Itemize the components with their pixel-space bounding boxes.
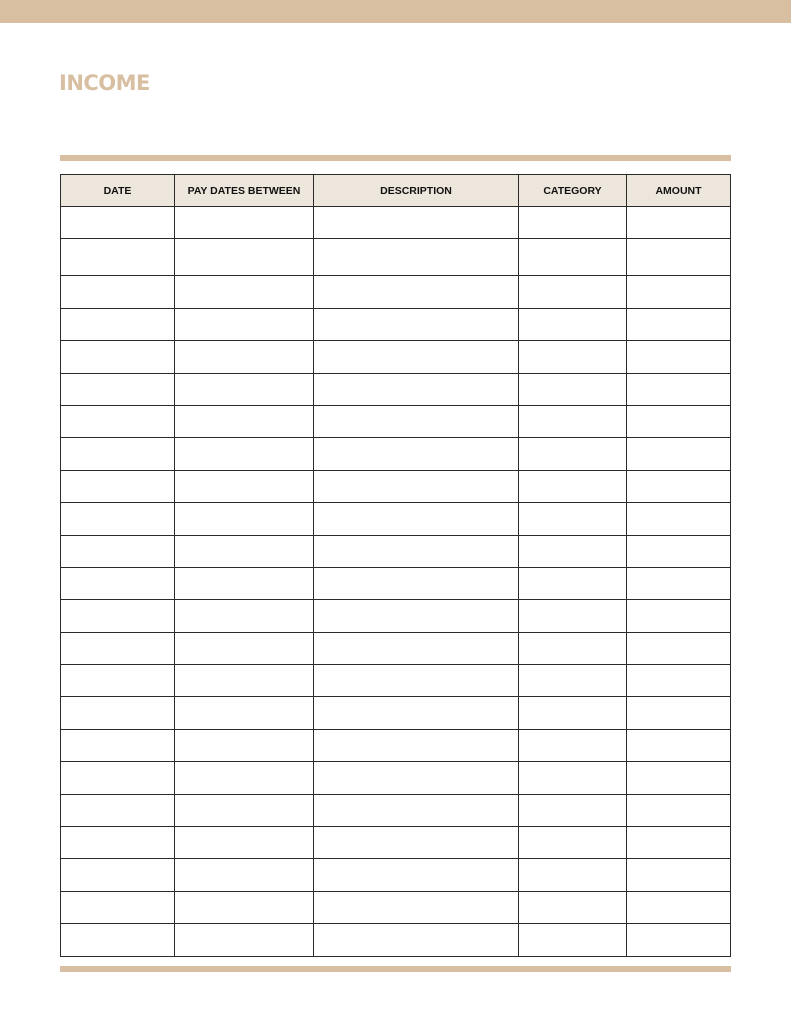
amount-cell [627, 535, 731, 567]
table-row [61, 665, 731, 697]
amount-cell [627, 405, 731, 437]
description-cell [314, 405, 519, 437]
amount-cell [627, 794, 731, 826]
table-row [61, 729, 731, 761]
pay-dates-cell [175, 341, 314, 373]
amount-cell [627, 308, 731, 340]
page-title: INCOME [59, 71, 150, 95]
category-cell [519, 697, 627, 729]
top-accent-band [0, 0, 791, 23]
date-cell [61, 567, 175, 599]
table-header-row [61, 175, 731, 207]
column-header-category: CATEGORY [519, 175, 627, 207]
description-cell [314, 600, 519, 632]
column-header-description: DESCRIPTION [314, 175, 519, 207]
category-cell [519, 503, 627, 535]
category-cell [519, 470, 627, 502]
description-cell [314, 373, 519, 405]
table-row [61, 535, 731, 567]
pay-dates-cell [175, 239, 314, 276]
category-cell [519, 794, 627, 826]
date-cell [61, 827, 175, 859]
amount-cell [627, 924, 731, 956]
category-cell [519, 567, 627, 599]
amount-cell [627, 632, 731, 664]
table-row [61, 470, 731, 502]
date-cell [61, 405, 175, 437]
category-cell [519, 891, 627, 923]
amount-cell [627, 438, 731, 470]
description-cell [314, 794, 519, 826]
category-cell [519, 438, 627, 470]
pay-dates-cell [175, 567, 314, 599]
date-cell [61, 503, 175, 535]
amount-cell [627, 239, 731, 276]
top-divider [60, 155, 731, 161]
date-cell [61, 470, 175, 502]
table-row [61, 697, 731, 729]
description-cell [314, 924, 519, 956]
description-cell [314, 503, 519, 535]
description-cell [314, 470, 519, 502]
table-row [61, 207, 731, 239]
category-cell [519, 665, 627, 697]
table-row [61, 827, 731, 859]
table-row [61, 503, 731, 535]
description-cell [314, 859, 519, 891]
column-header-date: DATE [61, 175, 175, 207]
pay-dates-cell [175, 207, 314, 239]
amount-cell [627, 729, 731, 761]
date-cell [61, 632, 175, 664]
category-cell [519, 373, 627, 405]
category-cell [519, 239, 627, 276]
date-cell [61, 600, 175, 632]
description-cell [314, 665, 519, 697]
table-row [61, 859, 731, 891]
bottom-divider [60, 966, 731, 972]
date-cell [61, 794, 175, 826]
category-cell [519, 859, 627, 891]
amount-cell [627, 373, 731, 405]
description-cell [314, 438, 519, 470]
category-cell [519, 632, 627, 664]
description-cell [314, 535, 519, 567]
category-cell [519, 729, 627, 761]
description-cell [314, 729, 519, 761]
table-row [61, 438, 731, 470]
pay-dates-cell [175, 276, 314, 308]
description-cell [314, 239, 519, 276]
amount-cell [627, 567, 731, 599]
pay-dates-cell [175, 600, 314, 632]
description-cell [314, 308, 519, 340]
date-cell [61, 341, 175, 373]
table-row [61, 567, 731, 599]
amount-cell [627, 470, 731, 502]
date-cell [61, 729, 175, 761]
pay-dates-cell [175, 373, 314, 405]
table-row [61, 341, 731, 373]
pay-dates-cell [175, 535, 314, 567]
pay-dates-cell [175, 762, 314, 794]
pay-dates-cell [175, 729, 314, 761]
category-cell [519, 276, 627, 308]
table-row [61, 891, 731, 923]
date-cell [61, 891, 175, 923]
description-cell [314, 827, 519, 859]
pay-dates-cell [175, 405, 314, 437]
date-cell [61, 373, 175, 405]
amount-cell [627, 207, 731, 239]
amount-cell [627, 341, 731, 373]
date-cell [61, 859, 175, 891]
date-cell [61, 924, 175, 956]
description-cell [314, 697, 519, 729]
table-row [61, 308, 731, 340]
table-row [61, 405, 731, 437]
category-cell [519, 600, 627, 632]
description-cell [314, 207, 519, 239]
date-cell [61, 665, 175, 697]
category-cell [519, 341, 627, 373]
pay-dates-cell [175, 438, 314, 470]
table-row [61, 632, 731, 664]
category-cell [519, 762, 627, 794]
table-row [61, 239, 731, 276]
date-cell [61, 438, 175, 470]
pay-dates-cell [175, 794, 314, 826]
table-row [61, 762, 731, 794]
date-cell [61, 276, 175, 308]
description-cell [314, 567, 519, 599]
description-cell [314, 632, 519, 664]
description-cell [314, 891, 519, 923]
date-cell [61, 239, 175, 276]
date-cell [61, 308, 175, 340]
pay-dates-cell [175, 827, 314, 859]
date-cell [61, 762, 175, 794]
table-row [61, 373, 731, 405]
pay-dates-cell [175, 470, 314, 502]
table-row [61, 276, 731, 308]
category-cell [519, 535, 627, 567]
pay-dates-cell [175, 891, 314, 923]
amount-cell [627, 276, 731, 308]
table-body [61, 207, 731, 957]
amount-cell [627, 503, 731, 535]
category-cell [519, 924, 627, 956]
column-header-pay-dates-between: PAY DATES BETWEEN [175, 175, 314, 207]
amount-cell [627, 697, 731, 729]
description-cell [314, 762, 519, 794]
table-row [61, 794, 731, 826]
amount-cell [627, 600, 731, 632]
date-cell [61, 535, 175, 567]
category-cell [519, 827, 627, 859]
amount-cell [627, 762, 731, 794]
pay-dates-cell [175, 308, 314, 340]
pay-dates-cell [175, 632, 314, 664]
pay-dates-cell [175, 665, 314, 697]
category-cell [519, 405, 627, 437]
date-cell [61, 697, 175, 729]
description-cell [314, 276, 519, 308]
amount-cell [627, 827, 731, 859]
pay-dates-cell [175, 859, 314, 891]
column-header-amount: AMOUNT [627, 175, 731, 207]
pay-dates-cell [175, 503, 314, 535]
amount-cell [627, 665, 731, 697]
description-cell [314, 341, 519, 373]
pay-dates-cell [175, 697, 314, 729]
pay-dates-cell [175, 924, 314, 956]
amount-cell [627, 859, 731, 891]
date-cell [61, 207, 175, 239]
table-row [61, 600, 731, 632]
category-cell [519, 308, 627, 340]
table-row [61, 924, 731, 956]
income-table [60, 174, 731, 957]
category-cell [519, 207, 627, 239]
amount-cell [627, 891, 731, 923]
